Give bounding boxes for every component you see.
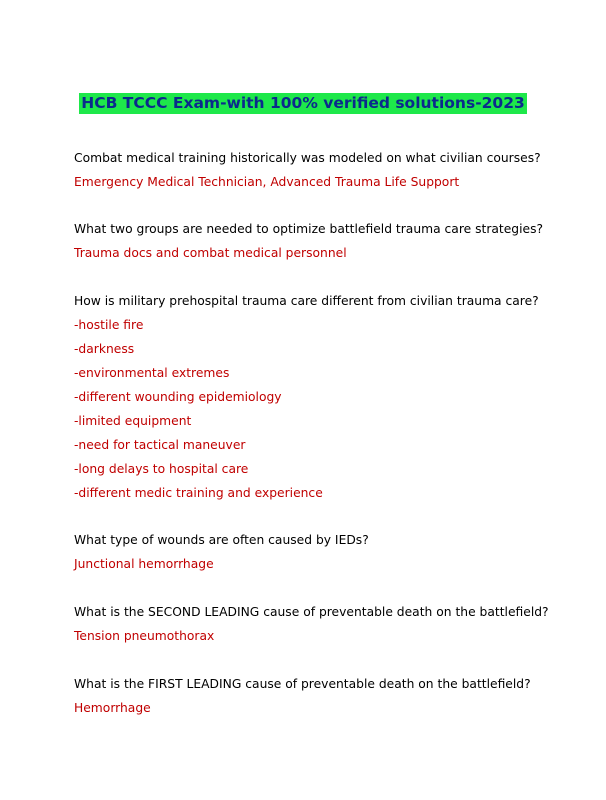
question-text: What two groups are needed to optimize battlefield trauma care strategies? [74, 222, 544, 236]
answer-text: Tension pneumothorax [74, 629, 215, 643]
question-text: What is the FIRST LEADING cause of preventable death on the battlefield? [74, 677, 531, 691]
qa-block-2 [74, 221, 594, 261]
question-text: What is the SECOND LEADING cause of preventable death on the battlefield? [74, 605, 549, 619]
qa-block-4 [74, 532, 594, 572]
answer-item: -hostile fire [74, 318, 144, 332]
qa-block-5 [74, 604, 594, 644]
document-title: HCB TCCC Exam-with 100% verified solutions-2023 [81, 94, 525, 112]
question-text: How is military prehospital trauma care different from civilian trauma care? [74, 294, 539, 308]
question-text: Combat medical training historically was modeled on what civilian courses? [74, 151, 541, 165]
question-text: What type of wounds are often caused by IEDs? [74, 533, 369, 547]
answer-item: -different medic training and experience [74, 486, 323, 500]
answer-text: Junctional hemorrhage [74, 557, 214, 571]
answer-text: Emergency Medical Technician, Advanced Trauma Life Support [74, 175, 460, 189]
answer-text: Trauma docs and combat medical personnel [74, 246, 347, 260]
qa-block-6 [74, 676, 594, 716]
answer-item: -limited equipment [74, 414, 192, 428]
answer-item: -darkness [74, 342, 135, 356]
qa-block-1 [74, 150, 594, 190]
answer-item: -need for tactical maneuver [74, 438, 246, 452]
answer-text: Hemorrhage [74, 701, 151, 715]
title-container [0, 93, 606, 114]
qa-block-3 [74, 293, 594, 501]
answer-item: -long delays to hospital care [74, 462, 249, 476]
answer-item: -environmental extremes [74, 366, 230, 380]
answer-item: -different wounding epidemiology [74, 390, 282, 404]
